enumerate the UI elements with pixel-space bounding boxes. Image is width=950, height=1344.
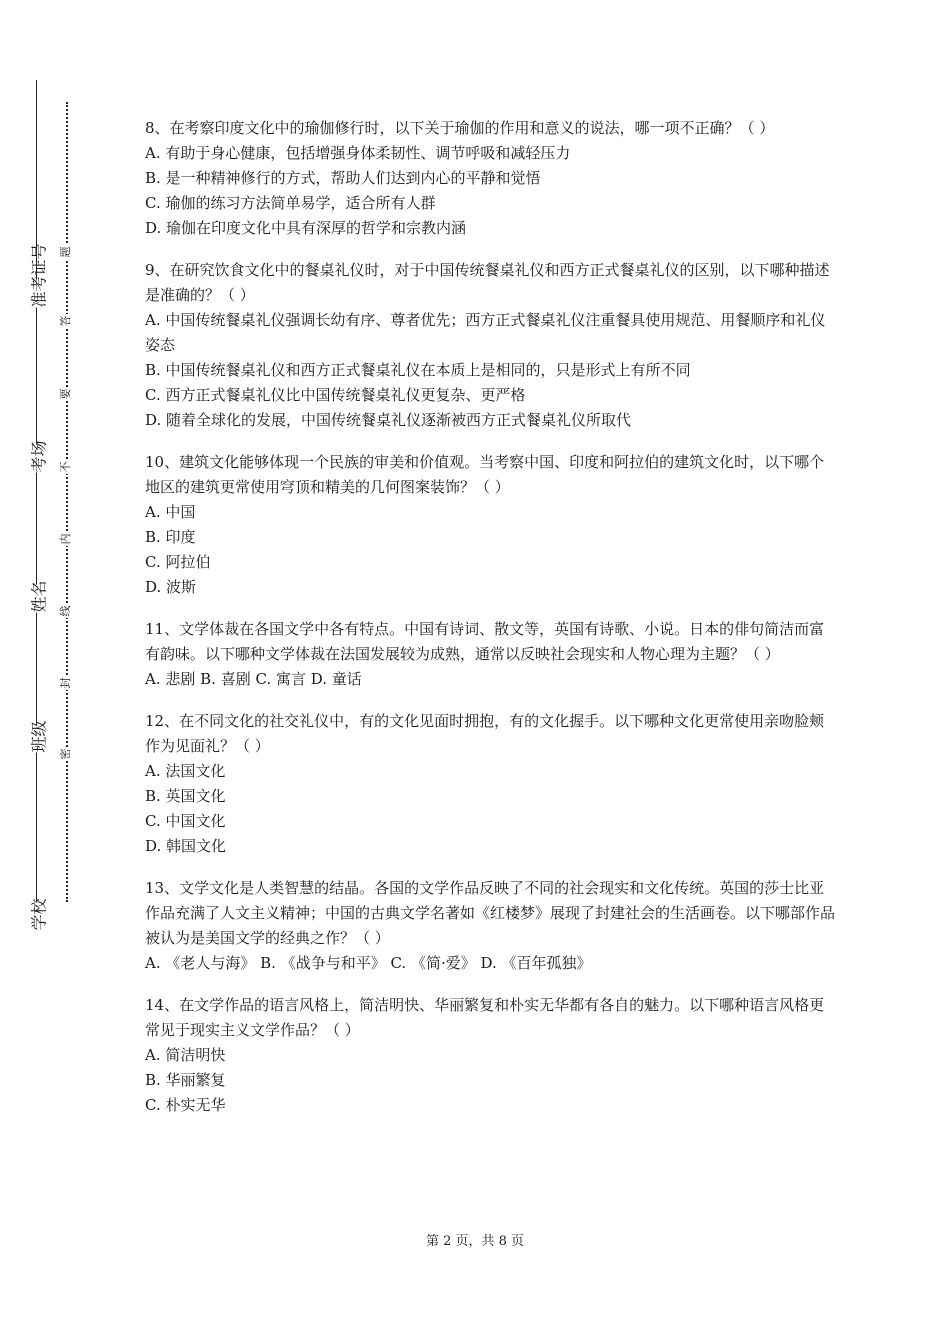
question-12 — [145, 709, 835, 859]
option-a: A. 中国传统餐桌礼仪强调长幼有序、尊者优先；西方正式餐桌礼仪注重餐具使用规范、用餐顺序和礼仪姿态 — [145, 311, 826, 354]
field-exam-number: 准考证号 — [25, 280, 52, 308]
question-text: 10、建筑文化能够体现一个民族的审美和价值观。当考察中国、印度和阿拉伯的建筑文化时，以下哪个地区的建筑更常使用穹顶和精美的几何图案装饰？（ ） — [145, 453, 825, 496]
option-c: C. 瑜伽的练习方法简单易学，适合所有人群 — [145, 194, 436, 212]
page-footer: 第 2 页，共 8 页 — [425, 1234, 525, 1249]
seal-char: 答 — [57, 314, 75, 328]
option-c: C. 阿拉伯 — [145, 553, 211, 571]
option-a: A. 简洁明快 — [145, 1046, 226, 1064]
option-a: A. 中国 — [145, 503, 196, 521]
question-text: 9、在研究饮食文化中的餐桌礼仪时，对于中国传统餐桌礼仪和西方正式餐桌礼仪的区别，以下哪种描述是准确的？（ ） — [145, 261, 830, 304]
field-name: 姓名 — [25, 585, 52, 613]
field-class: 班级 — [25, 725, 52, 753]
inline-options: A. 悲剧 B. 喜剧 C. 寓言 D. 童话 — [145, 670, 362, 688]
option-b: B. 英国文化 — [145, 787, 226, 805]
inline-options: A. 《老人与海》 B. 《战争与和平》 C. 《简·爱》 D. 《百年孤独》 — [145, 954, 592, 972]
question-8 — [145, 116, 835, 241]
question-10 — [145, 450, 835, 600]
seal-char: 不 — [57, 460, 75, 474]
option-c: C. 西方正式餐桌礼仪比中国传统餐桌礼仪更复杂、更严格 — [145, 386, 526, 404]
option-b: B. 印度 — [145, 528, 196, 546]
option-c: C. 中国文化 — [145, 812, 226, 830]
option-d: D. 波斯 — [145, 578, 197, 596]
binding-dotted-line — [66, 102, 68, 902]
question-14 — [145, 993, 835, 1118]
question-text: 13、文学文化是人类智慧的结晶。各国的文学作品反映了不同的社会现实和文化传统。英国的莎士比亚作品充满了人文主义精神；中国的古典文学名著如《红楼梦》展现了封建社会的生活画卷。以下哪部作品被认为是美国文学的经典之作？（ ） — [145, 879, 836, 947]
seal-char: 线 — [57, 604, 75, 618]
seal-char: 题 — [57, 245, 75, 259]
seal-char: 密 — [57, 747, 75, 761]
option-d: D. 瑜伽在印度文化中具有深厚的哲学和宗教内涵 — [145, 219, 467, 237]
question-11 — [145, 617, 835, 692]
option-b: B. 中国传统餐桌礼仪和西方正式餐桌礼仪在本质上是相同的，只是形式上有所不同 — [145, 361, 691, 379]
question-9 — [145, 258, 835, 433]
binding-margin — [18, 80, 78, 940]
field-school: 学校 — [25, 903, 52, 931]
seal-char: 要 — [57, 387, 75, 401]
question-text: 14、在文学作品的语言风格上，简洁明快、华丽繁复和朴实无华都有各自的魅力。以下哪种语言风格更常见于现实主义文学作品？（ ） — [145, 996, 825, 1039]
option-c: C. 朴实无华 — [145, 1096, 226, 1114]
binding-solid-line — [36, 80, 37, 930]
question-list — [145, 116, 835, 1135]
option-a: A. 有助于身心健康，包括增强身体柔韧性、调节呼吸和减轻压力 — [145, 144, 571, 162]
seal-char: 封 — [57, 676, 75, 690]
option-b: B. 是一种精神修行的方式，帮助人们达到内心的平静和觉悟 — [145, 169, 541, 187]
question-13 — [145, 876, 835, 976]
option-d: D. 韩国文化 — [145, 837, 227, 855]
question-text: 8、在考察印度文化中的瑜伽修行时，以下关于瑜伽的作用和意义的说法，哪一项不正确？（ ） — [145, 119, 775, 137]
seal-char: 内 — [57, 532, 75, 546]
option-b: B. 华丽繁复 — [145, 1071, 226, 1089]
question-text: 11、文学体裁在各国文学中各有特点。中国有诗词、散文等，英国有诗歌、小说。日本的俳句简洁而富有韵味。以下哪种文学体裁在法国发展较为成熟，通常以反映社会现实和人物心理为主题？（ ） — [145, 620, 825, 663]
option-d: D. 随着全球化的发展，中国传统餐桌礼仪逐渐被西方正式餐桌礼仪所取代 — [145, 411, 632, 429]
question-text: 12、在不同文化的社交礼仪中，有的文化见面时拥抱，有的文化握手。以下哪种文化更常使用亲吻脸颊作为见面礼？（ ） — [145, 712, 825, 755]
option-a: A. 法国文化 — [145, 762, 226, 780]
field-exam-room: 考场 — [25, 445, 52, 473]
